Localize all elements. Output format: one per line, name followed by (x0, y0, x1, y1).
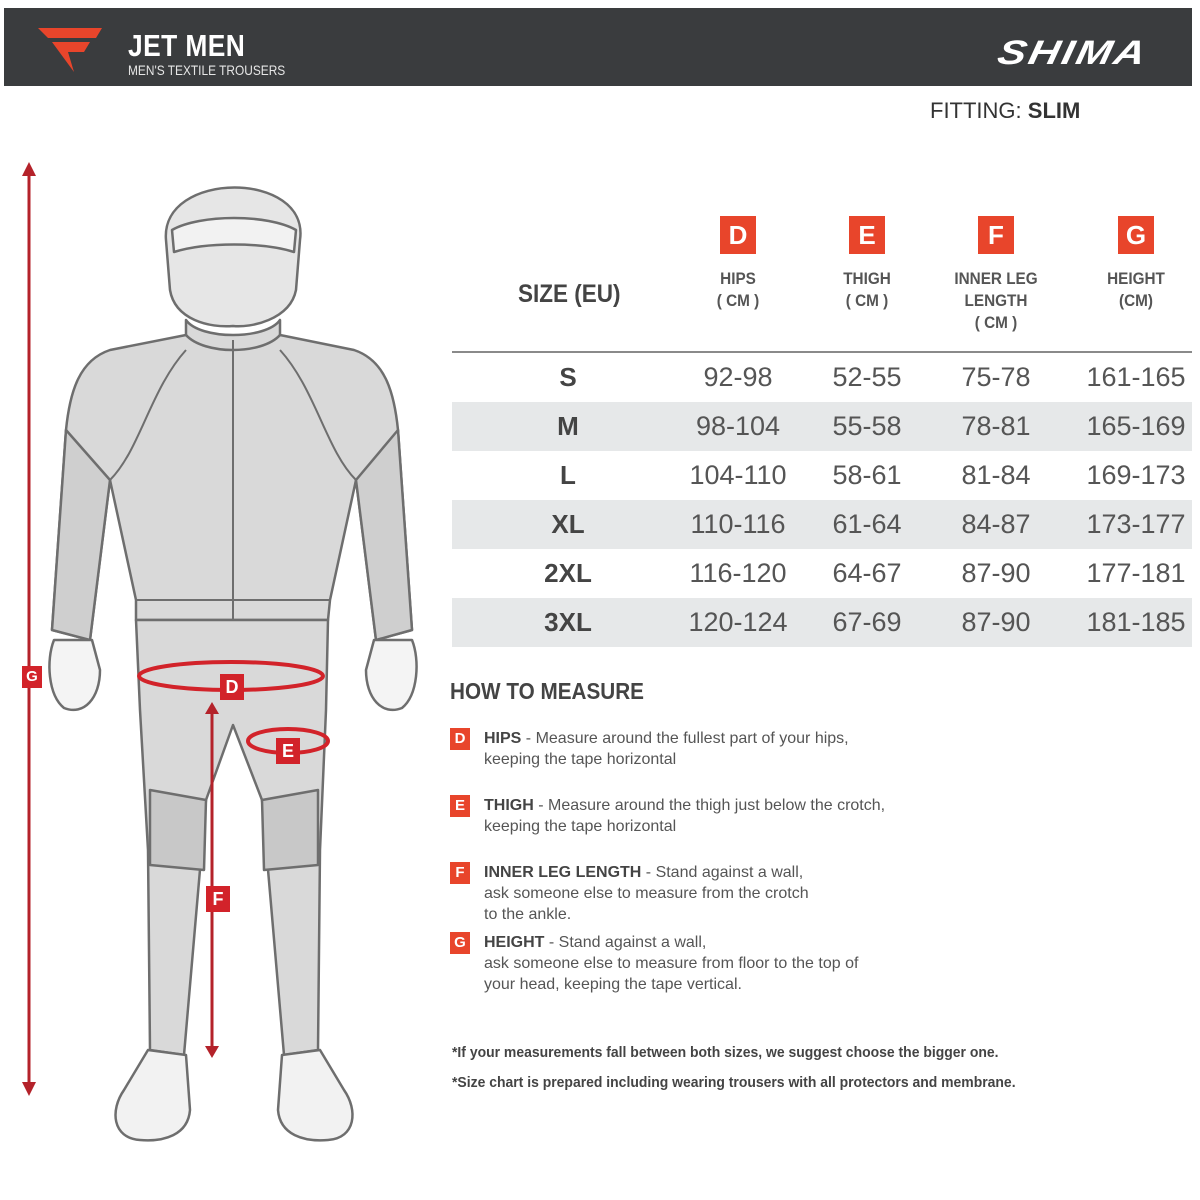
fitting-value: SLIM (1027, 98, 1081, 123)
table-row (452, 598, 1192, 647)
column-label: INNER LEG LENGTH ( CM ) (954, 269, 1038, 332)
cell-inner-leg: 87-90 (961, 607, 1031, 637)
left-glove-icon (49, 640, 100, 710)
cell-height: 165-169 (1086, 411, 1186, 441)
cell-hips: 120-124 (688, 607, 788, 637)
shima-logo-icon (38, 24, 102, 76)
cell-size: 2XL (544, 558, 592, 588)
size-table-header (452, 200, 1192, 353)
cell-height: 177-181 (1086, 558, 1186, 588)
column-header-inner-leg (936, 216, 1056, 334)
marker-e: E (276, 738, 300, 764)
table-row (452, 451, 1192, 500)
column-letter-badge: F (978, 216, 1014, 254)
cell-hips: 110-116 (690, 509, 786, 539)
column-label: HEIGHT (CM) (1107, 269, 1165, 310)
cell-inner-leg: 78-81 (961, 411, 1031, 441)
table-row (452, 353, 1192, 402)
column-label: HIPS ( CM ) (716, 269, 760, 310)
cell-height: 173-177 (1086, 509, 1186, 539)
cell-inner-leg: 87-90 (961, 558, 1031, 588)
cell-size: XL (551, 509, 585, 539)
right-glove-icon (366, 640, 417, 710)
cell-thigh: 64-67 (832, 558, 902, 588)
helmet-icon (166, 188, 301, 327)
right-boot-icon (278, 1050, 352, 1140)
cell-thigh: 61-64 (832, 509, 902, 539)
cell-size: S (559, 362, 577, 392)
cell-thigh: 55-58 (832, 411, 902, 441)
fitting-label: FITTING: (930, 98, 1022, 123)
cell-size: M (557, 411, 579, 441)
cell-thigh: 58-61 (832, 460, 902, 490)
step-letter-badge: F (450, 862, 470, 884)
column-header-hips (678, 216, 798, 312)
column-letter-badge: D (720, 216, 756, 254)
note-protectors: *Size chart is prepared including wearing trousers with all protectors and membrane. (452, 1074, 1016, 1091)
cell-hips: 98-104 (695, 411, 781, 441)
step-letter-badge: E (450, 795, 470, 817)
marker-g: G (22, 666, 42, 688)
cell-hips: 104-110 (689, 460, 787, 490)
cell-thigh: 52-55 (832, 362, 902, 392)
step-text: HEIGHT - Stand against a wall, ask someone else to measure from floor to the top of your head, keeping the tape vertical. (484, 934, 859, 993)
column-header-height (1076, 216, 1196, 312)
step-letter-badge: D (450, 728, 470, 750)
cell-height: 169-173 (1086, 460, 1186, 490)
cell-inner-leg: 75-78 (961, 362, 1031, 392)
cell-thigh: 67-69 (832, 607, 902, 637)
cell-height: 161-165 (1086, 362, 1186, 392)
cell-inner-leg: 84-87 (961, 509, 1031, 539)
table-row (452, 402, 1192, 451)
table-row (452, 500, 1192, 549)
cell-inner-leg: 81-84 (961, 460, 1031, 490)
product-title: JET MEN (128, 28, 246, 63)
marker-f: F (206, 886, 230, 912)
column-header-thigh (807, 216, 927, 312)
step-text: INNER LEG LENGTH - Stand against a wall, ask someone else to measure from the crotch to the ankle. (484, 864, 809, 923)
step-letter-badge: G (450, 932, 470, 954)
column-label: THIGH ( CM ) (843, 269, 891, 310)
left-boot-icon (116, 1050, 190, 1140)
size-column-header: SIZE (EU) (518, 280, 621, 308)
fitting-info (930, 98, 1080, 124)
cell-size: 3XL (544, 607, 592, 637)
size-table (452, 200, 1192, 647)
step-text: HIPS - Measure around the fullest part of your hips, keeping the tape horizontal (484, 730, 849, 768)
cell-height: 181-185 (1086, 607, 1186, 637)
step-text: THIGH - Measure around the thigh just below the crotch, keeping the tape horizontal (484, 797, 886, 835)
column-letter-badge: E (849, 216, 885, 254)
cell-size: L (560, 460, 576, 490)
cell-hips: 116-120 (689, 558, 787, 588)
product-subtitle: MEN'S TEXTILE TROUSERS (128, 62, 286, 78)
table-row (452, 549, 1192, 598)
note-between-sizes: *If your measurements fall between both sizes, we suggest choose the bigger one. (452, 1044, 999, 1061)
brand-logo: SHIMA (994, 34, 1153, 72)
section-title: HOW TO MEASURE (450, 678, 644, 704)
how-to-measure-section (450, 678, 1150, 993)
marker-d: D (220, 674, 244, 700)
cell-hips: 92-98 (703, 362, 773, 392)
header-bar (4, 8, 1192, 86)
column-letter-badge: G (1118, 216, 1154, 254)
